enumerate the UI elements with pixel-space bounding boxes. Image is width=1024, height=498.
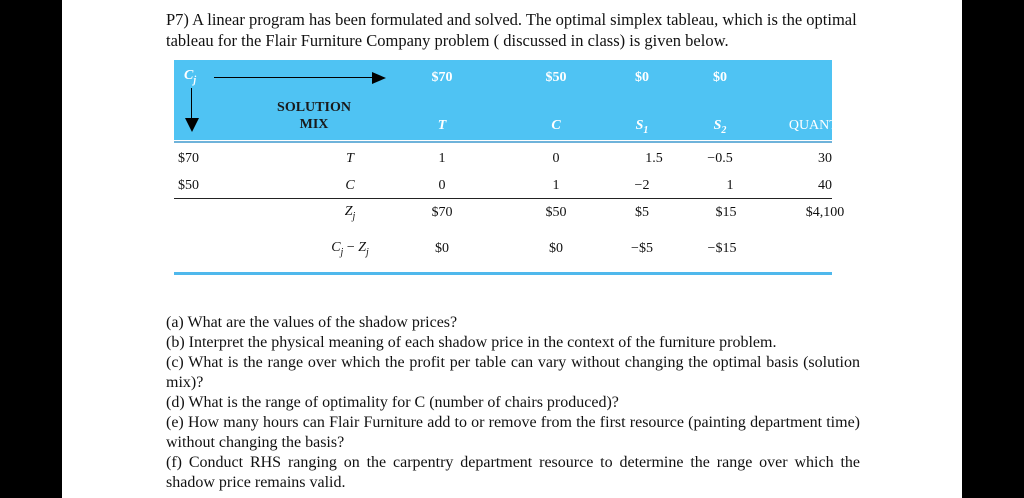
row-c-val-s1: −2 [634, 178, 650, 193]
right-arrow-icon [372, 72, 386, 84]
zj-qty: $4,100 [805, 205, 845, 220]
var-header-c: C [551, 118, 561, 133]
cj-value-t: $70 [431, 70, 453, 85]
row-c-mix: C [345, 178, 355, 193]
row-c-cj: $50 [178, 178, 199, 193]
row-t-val-s1: 1.5 [645, 151, 663, 166]
question-f: (f) Conduct RHS ranging on the carpentry department resource to determine the range over which the shadow price remains valid. [166, 454, 860, 491]
cj-value-c: $50 [545, 70, 567, 85]
row-t-val-s2: −0.5 [707, 151, 733, 166]
right-arrow-line [214, 77, 374, 78]
cz-val-s1: −$5 [631, 241, 653, 256]
cz-val-s2: −$15 [707, 241, 737, 256]
row-c-val-s2: 1 [726, 178, 734, 193]
zj-label: $Z_j$ [344, 204, 356, 222]
quantity-header: QUANTITY [788, 118, 862, 133]
solution-mix-line1: SOLUTION [277, 100, 351, 115]
cz-val-c: $0 [549, 241, 563, 256]
questions-list [166, 313, 860, 493]
row-t-val-c: 0 [552, 151, 560, 166]
zj-rule [174, 198, 832, 199]
header-rule [174, 141, 832, 143]
row-c-val-c: 1 [552, 178, 560, 193]
cj-value-s2: $0 [713, 70, 727, 85]
var-header-s1: $S_1$ [635, 118, 649, 136]
down-arrow-icon [185, 118, 199, 132]
row-t-qty: 30 [818, 151, 832, 166]
zj-val-s1: $5 [635, 205, 649, 220]
solution-mix-header [254, 99, 374, 133]
zj-val-c: $50 [545, 205, 567, 220]
question-a: (a) What are the values of the shadow prices? [166, 314, 458, 331]
question-d: (d) What is the range of optimality for C (number of chairs produced)? [166, 394, 619, 411]
var-header-s2: $S_2$ [713, 118, 727, 136]
question-c: (c) What is the range over which the profit per table can vary without changing the optimal basis (solution mix)? [166, 354, 860, 391]
row-t-cj: $70 [178, 151, 199, 166]
bottom-rule [174, 272, 832, 275]
cj-label: $C_j$ [184, 68, 197, 86]
solution-mix-line2: MIX [299, 117, 329, 132]
cj-value-s1: $0 [635, 70, 649, 85]
question-e: (e) How many hours can Flair Furniture add to or remove from the first resource (painting department time) without changing the basis? [166, 414, 860, 451]
cz-val-t: $0 [435, 241, 449, 256]
question-b: (b) Interpret the physical meaning of each shadow price in the context of the furniture problem. [166, 334, 777, 351]
row-t-val-t: 1 [438, 151, 446, 166]
simplex-tableau [174, 60, 862, 280]
row-t-mix: T [346, 151, 354, 166]
row-c-val-t: 0 [438, 178, 446, 193]
problem-intro: P7) A linear program has been formulated and solved. The optimal simplex tableau, which is the optimal tableau for the Flair Furniture Company problem ( discussed in class) is given below. [166, 10, 857, 50]
zj-val-t: $70 [431, 205, 453, 220]
zj-val-s2: $15 [715, 205, 737, 220]
row-c-qty: 40 [818, 178, 832, 193]
var-header-t: T [437, 118, 447, 133]
document-page [62, 0, 962, 498]
cj-minus-zj-label: $C_j - Z_j$ [331, 240, 369, 258]
